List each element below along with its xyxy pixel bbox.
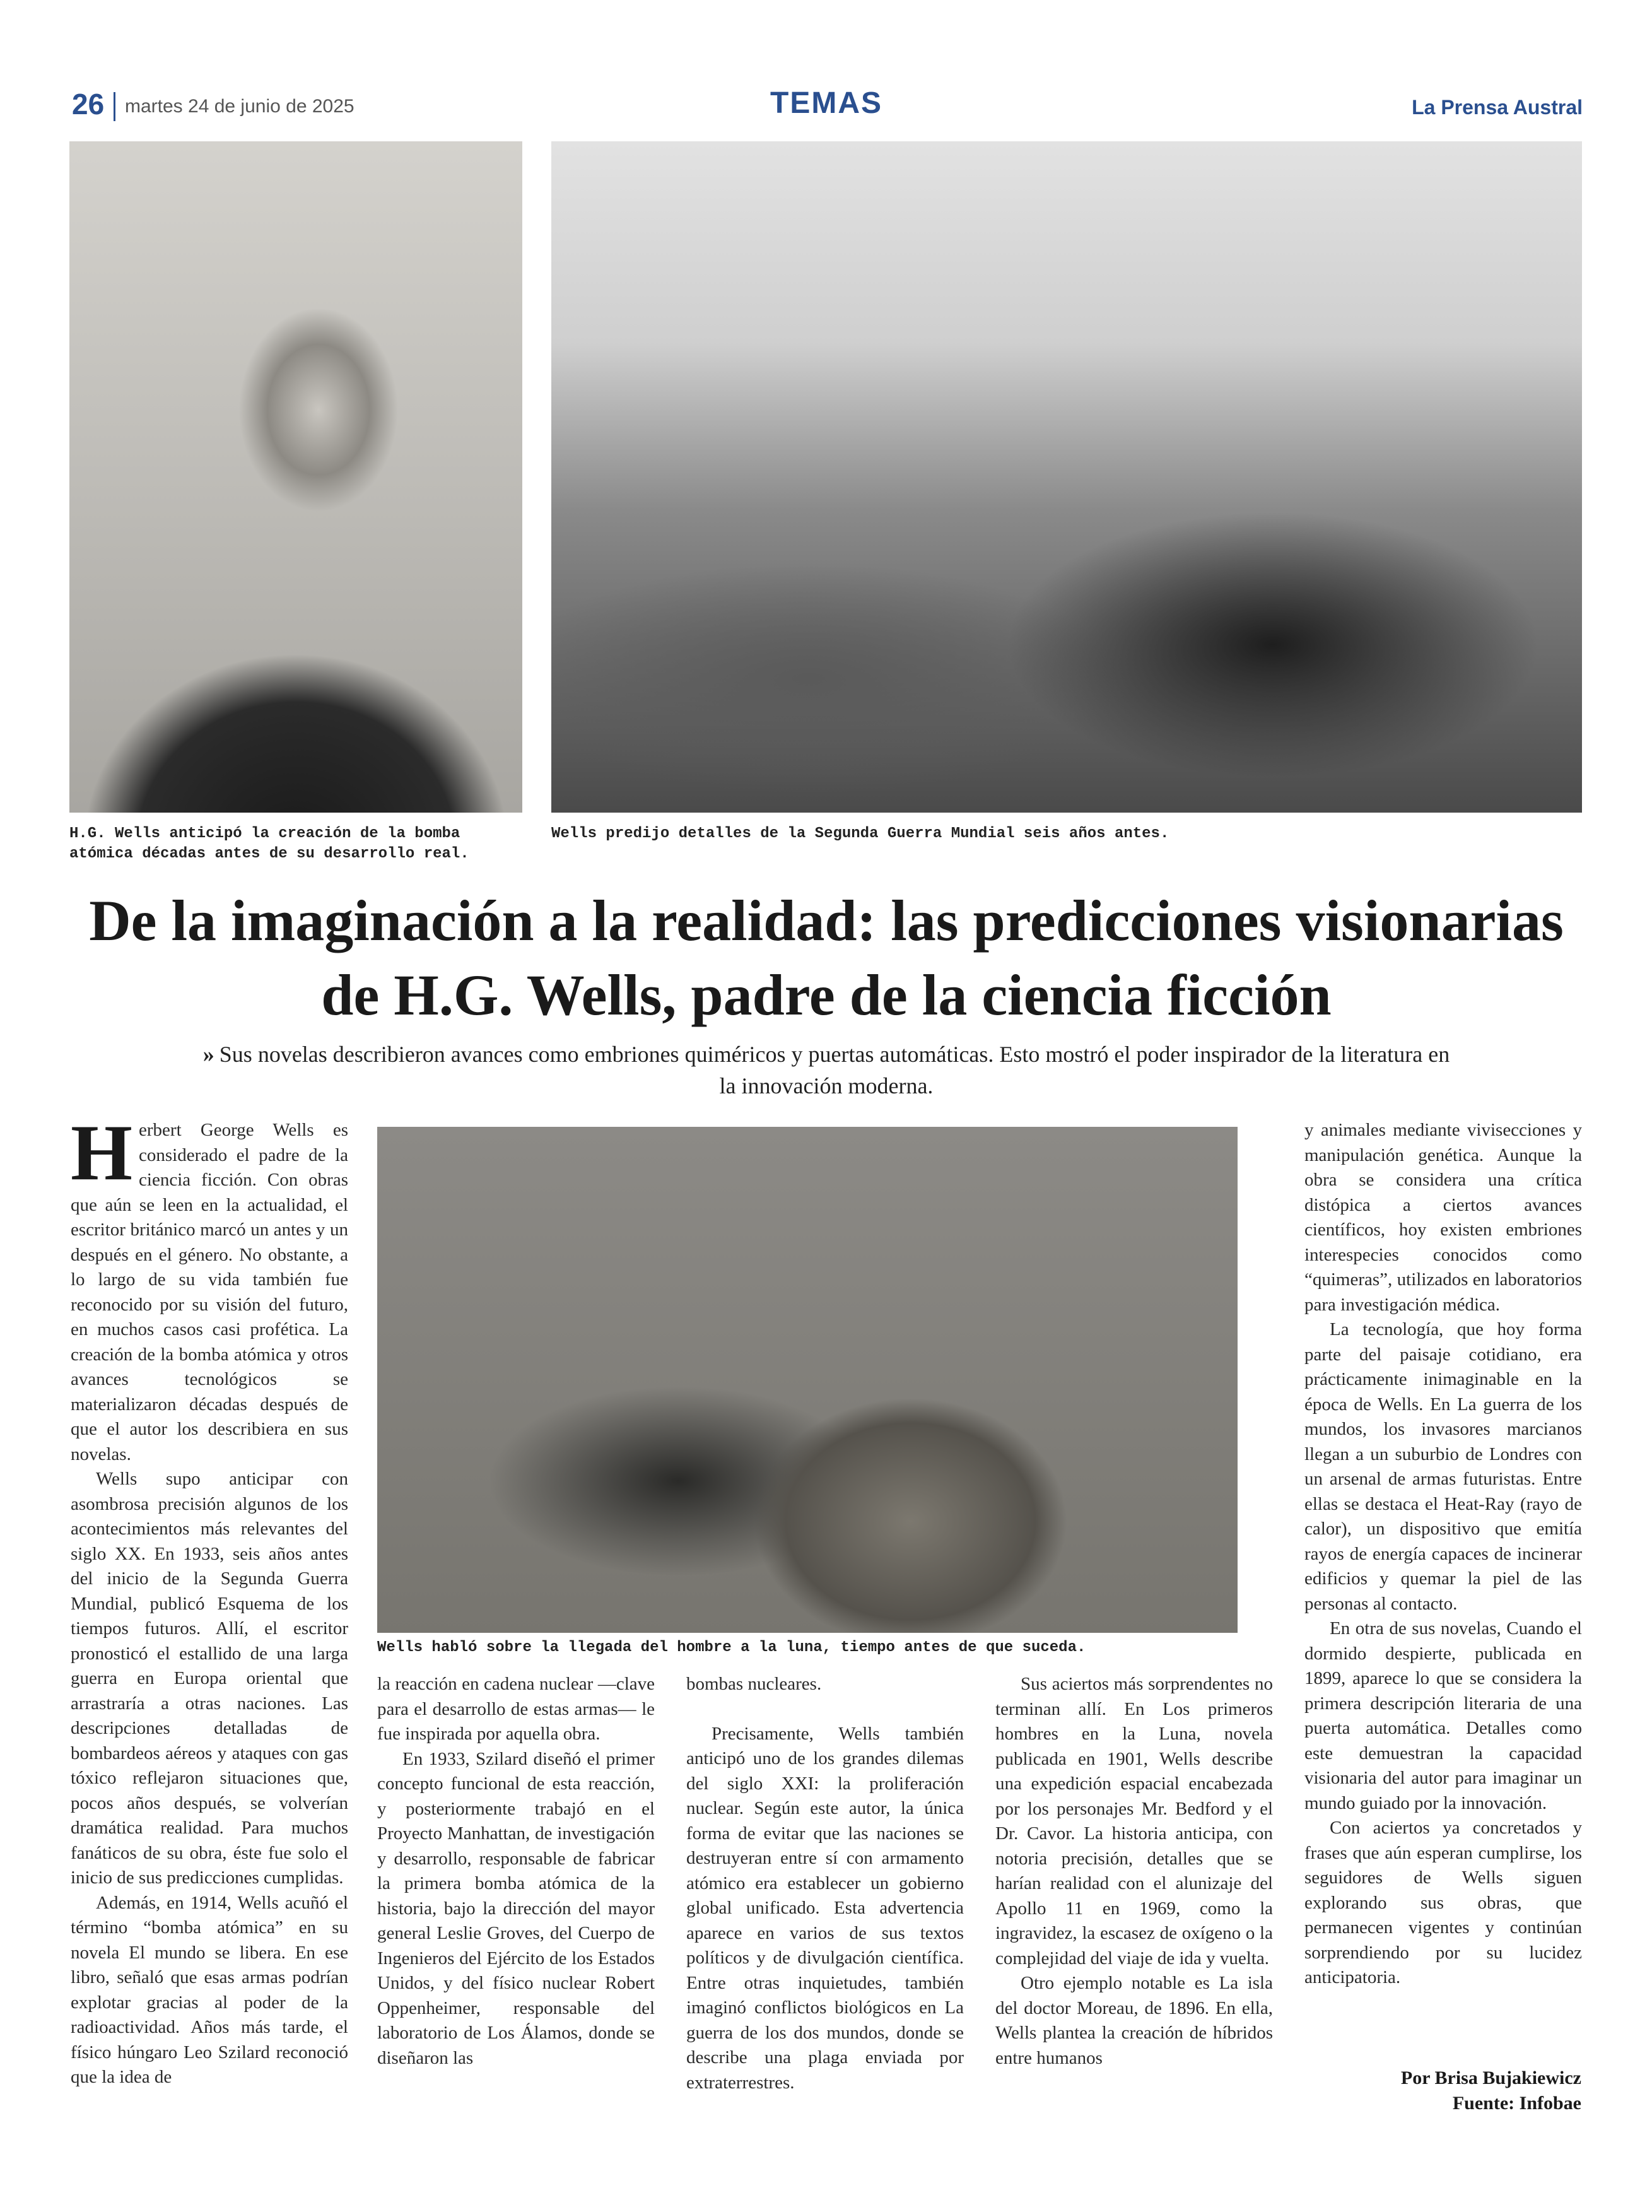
deck-marker: »: [202, 1042, 214, 1067]
publication-name: La Prensa Austral: [1412, 96, 1583, 119]
article-column-3: [686, 1672, 964, 2095]
article-paragraph: [71, 1109, 348, 1467]
header-divider: [114, 92, 115, 121]
issue-date: martes 24 de junio de 2025: [125, 96, 354, 117]
article-paragraph: En 1933, Szilard diseñó el primer concepto funcional de esta reacción, y posteriormente trabajó en el Proyecto Manhattan, de investigación y desarrollo, responsable de fabricar la primera bomba atómica de la historia, bajo la dirección del mayor general Leslie Groves, del Cuerpo de Ingenieros del Ejército de los Estados Unidos, y del físico nuclear Robert Oppenheimer, responsable del laboratorio de Los Álamos, donde se diseñaron las: [377, 1748, 655, 2068]
deck-text: Sus novelas describieron avances como embriones quiméricos y puertas automáticas. Esto mostró el poder inspirador de la literatura en la innovación moderna.: [219, 1042, 1450, 1098]
war-caption: Wells predijo detalles de la Segunda Guerra Mundial seis años antes.: [551, 825, 1169, 842]
article-paragraph: la reacción en cadena nuclear —clave para el desarrollo de estas armas— le fue inspirada por aquella obra.: [377, 1674, 655, 1744]
byline: [1304, 2066, 1581, 2116]
article-paragraph: Con aciertos ya concretados y frases que aún esperan cumplirse, los seguidores de Wells siguen explorando sus obras, que permanecen vigentes y continúan sorprendiendo por su lucidez anticipatoria.: [1304, 1818, 1582, 1987]
article-paragraph: Sus aciertos más sorprendentes no terminan allí. En Los primeros hombres en la Luna, novela publicada en 1901, Wells describe una expedición espacial encabezada por los personajes Mr. Bedford y el Dr. Cavor. La historia anticipa, con notoria precisión, detalles que se harían realidad con el alunizaje del Apollo 11 en 1969, como la ingravidez, la escasez de oxígeno o la complejidad del viaje de ida y vuelta.: [995, 1674, 1273, 1968]
source-credit: Fuente: Infobae: [1452, 2093, 1581, 2114]
article-paragraph: En otra de sus novelas, Cuando el dormido despierte, publicada en 1899, aparece lo que se considera la primera descripción literaria de una puerta automática. Detalles como este demuestran la capacidad visionaria del autor para imaginar un mundo guiado por la innovación.: [1304, 1618, 1582, 1813]
article-deck: [202, 1038, 1451, 1102]
article-paragraph: Otro ejemplo notable es La isla del doctor Moreau, de 1896. En ella, Wells plantea la creación de híbridos entre humanos: [995, 1973, 1273, 2068]
article-column-2: [377, 1672, 655, 2071]
war-trench-photo: [551, 141, 1582, 813]
paragraph-text: erbert George Wells es considerado el padre de la ciencia ficción. Con obras que aún se leen en la actualidad, el escritor británico marcó un antes y un después en el género. No obstante, a lo largo de su vida también fue reconocido por su visión del futuro, en muchos casos casi profética. La creación de la bomba atómica y otros avances tecnológicos se materializaron décadas después de que el autor los describiera en sus novelas.: [71, 1120, 348, 1464]
moon-footprint-photo: [377, 1127, 1238, 1633]
article-paragraph: y animales mediante vivisecciones y manipulación genética. Aunque la obra se considera una crítica distópica a ciertos avances científicos, hoy existen embriones interespecies conocidos como “quimeras”, utilizados en laboratorios para investigación médica.: [1304, 1120, 1582, 1315]
wells-portrait-photo: [69, 141, 522, 813]
article-column-5: [1304, 1118, 1582, 1991]
author-name: Por Brisa Bujakiewicz: [1400, 2068, 1581, 2088]
article-paragraph: bombas nucleares.: [686, 1674, 822, 1694]
article-paragraph: Además, en 1914, Wells acuñó el término “bomba atómica” en su novela El mundo se libera. En ese libro, señaló que esas armas podrían explotar gracias al poder de la radioactividad. Años más tarde, el físico húngaro Leo Szilard reconoció que la idea de: [71, 1892, 348, 2087]
article-paragraph: Wells supo anticipar con asombrosa precisión algunos de los acontecimientos más relevantes del siglo XX. En 1933, seis años antes del inicio de la Segunda Guerra Mundial, publicó Esquema de los tiempos futuros. Allí, el escritor pronosticó el estallido de una larga guerra en Europa oriental que arrastraría a otras naciones. Las descripciones detalladas de bombardeos aéreos y ataques con gas tóxico reflejaron situaciones que, pocos años después, se volverían dramática realidad. Para muchos fanáticos de su obra, éste fue solo el inicio de sus predicciones cumplidas.: [71, 1469, 348, 1888]
article-paragraph: La tecnología, que hoy forma parte del paisaje cotidiano, era prácticamente inimaginable en la época de Wells. En La guerra de los mundos, los invasores marcianos llegan a un suburbio de Londres con un arsenal de armas futuristas. Entre ellas se destaca el Heat-Ray (rayo de calor), un dispositivo que emitía rayos de energía capaces de incinerar edificios y quemar la piel de las personas al contacto.: [1304, 1319, 1582, 1614]
section-title: TEMAS: [770, 86, 882, 120]
article-column-4: [995, 1672, 1273, 2071]
drop-cap: H: [71, 1109, 133, 1197]
moon-caption: Wells habló sobre la llegada del hombre a la luna, tiempo antes de que suceda.: [377, 1639, 1086, 1656]
article-column-1: [71, 1109, 348, 2090]
page-number: 26: [72, 88, 105, 121]
article-headline: De la imaginación a la realidad: las predicciones visionarias de H.G. Wells, padre de la ciencia ficción: [89, 888, 1564, 1027]
portrait-caption: H.G. Wells anticipó la creación de la bomba atómica décadas antes de su desarrollo real.: [69, 825, 469, 862]
article-paragraph: Precisamente, Wells también anticipó uno de los grandes dilemas del siglo XXI: la proliferación nuclear. Según este autor, la única forma de evitar que las naciones se destruyeran entre sí con armamento atómico era establecer un gobierno global unificado. Esta advertencia aparece en varios de sus textos políticos y de divulgación científica. Entre otras inquietudes, también imaginó conflictos biológicos en La guerra de los dos mundos, donde se describe una plaga enviada por extraterrestres.: [686, 1723, 964, 2093]
